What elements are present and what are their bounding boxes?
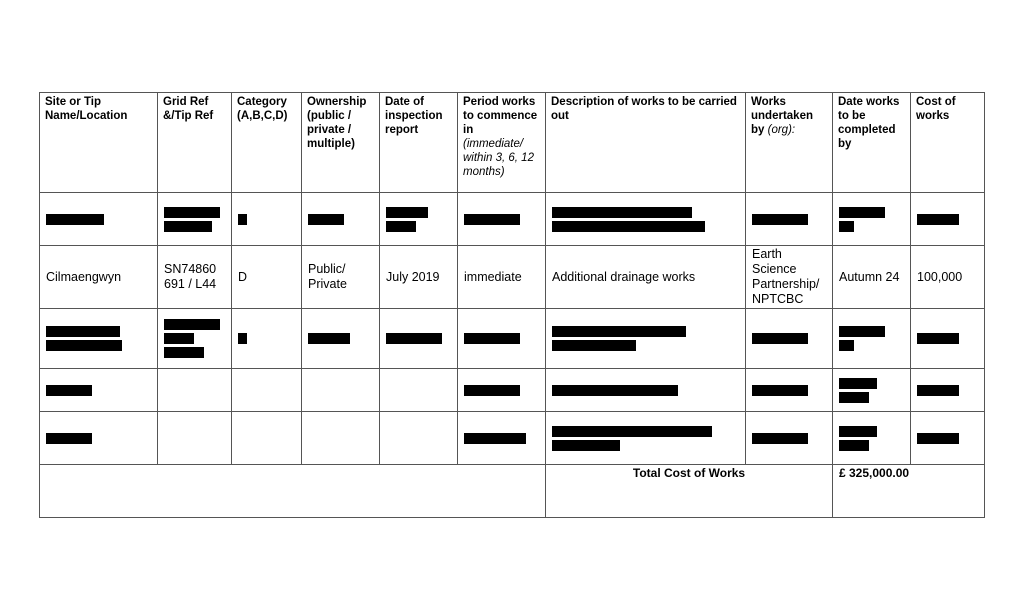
redaction-bar	[46, 214, 104, 225]
header-cost: Cost of works	[911, 93, 985, 193]
redaction-bar	[752, 214, 808, 225]
redaction-bar	[552, 326, 686, 337]
redaction-bar	[238, 333, 247, 344]
redacted-cell	[833, 193, 911, 246]
header-category: Category (A,B,C,D)	[232, 93, 302, 193]
redaction-bar	[386, 221, 416, 232]
total-value: £ 325,000.00	[833, 465, 985, 518]
works-table-container	[39, 92, 985, 518]
header-site: Site or Tip Name/Location	[40, 93, 158, 193]
total-blank-cell	[40, 465, 546, 518]
header-completion-date: Date works to be completed by	[833, 93, 911, 193]
works-table	[39, 92, 985, 518]
redaction-bar	[839, 392, 869, 403]
redaction-bar	[552, 221, 705, 232]
redaction-bar	[308, 333, 350, 344]
redacted-cell	[746, 412, 833, 465]
empty-cell	[380, 412, 458, 465]
redaction-bar	[839, 207, 885, 218]
redacted-cell	[911, 193, 985, 246]
redacted-cell	[302, 193, 380, 246]
redaction-bar	[386, 333, 442, 344]
redaction-bar	[839, 221, 854, 232]
cell-category: D	[232, 246, 302, 309]
redaction-bar	[917, 214, 959, 225]
redacted-cell	[380, 309, 458, 369]
total-label: Total Cost of Works	[546, 465, 833, 518]
redaction-bar	[46, 326, 120, 337]
redaction-bar	[164, 319, 220, 330]
header-ownership: Ownership (public / private / multiple)	[302, 93, 380, 193]
redaction-bar	[917, 385, 959, 396]
header-grid-ref: Grid Ref &/Tip Ref	[158, 93, 232, 193]
header-works-by	[746, 93, 833, 193]
redacted-cell	[746, 309, 833, 369]
table-row-redacted-1	[40, 193, 985, 246]
redaction-bar	[552, 340, 636, 351]
redacted-cell	[911, 369, 985, 412]
redacted-cell	[746, 369, 833, 412]
total-row	[40, 465, 985, 518]
table-row-redacted-2	[40, 309, 985, 369]
redaction-bar	[164, 333, 194, 344]
cell-completion-date: Autumn 24	[833, 246, 911, 309]
redacted-cell	[158, 193, 232, 246]
redaction-bar	[164, 347, 204, 358]
redacted-cell	[40, 309, 158, 369]
redacted-cell	[833, 412, 911, 465]
redaction-bar	[839, 340, 854, 351]
header-description: Description of works to be carried out	[546, 93, 746, 193]
redaction-bar	[386, 207, 428, 218]
redaction-bar	[464, 433, 526, 444]
redaction-bar	[552, 385, 678, 396]
table-row-cilmaengwyn	[40, 246, 985, 309]
redacted-cell	[40, 193, 158, 246]
redaction-bar	[308, 214, 344, 225]
redacted-cell	[546, 412, 746, 465]
redacted-cell	[833, 369, 911, 412]
redaction-bar	[839, 378, 877, 389]
cell-cost: 100,000	[911, 246, 985, 309]
redacted-cell	[911, 412, 985, 465]
redaction-bar	[46, 385, 92, 396]
header-works-by-label: Works undertaken by	[751, 96, 813, 136]
empty-cell	[232, 369, 302, 412]
redaction-bar	[552, 426, 712, 437]
redacted-cell	[833, 309, 911, 369]
redacted-cell	[546, 369, 746, 412]
redaction-bar	[839, 426, 877, 437]
redacted-cell	[380, 193, 458, 246]
redaction-bar	[839, 440, 869, 451]
redacted-cell	[302, 309, 380, 369]
table-row-redacted-4	[40, 412, 985, 465]
redacted-cell	[40, 369, 158, 412]
redaction-bar	[839, 326, 885, 337]
redaction-bar	[464, 214, 520, 225]
redacted-cell	[158, 309, 232, 369]
cell-description: Additional drainage works	[546, 246, 746, 309]
cell-inspection-date: July 2019	[380, 246, 458, 309]
redaction-bar	[164, 207, 220, 218]
header-period-label: Period works to commence in	[463, 96, 538, 136]
redaction-bar	[752, 333, 808, 344]
redacted-cell	[458, 369, 546, 412]
cell-works-by: Earth Science Partnership/ NPTCBC	[746, 246, 833, 309]
redacted-cell	[458, 412, 546, 465]
redaction-bar	[752, 433, 808, 444]
redaction-bar	[917, 433, 959, 444]
empty-cell	[302, 369, 380, 412]
cell-grid-ref: SN74860 691 / L44	[158, 246, 232, 309]
redaction-bar	[46, 340, 122, 351]
redacted-cell	[911, 309, 985, 369]
redacted-cell	[458, 309, 546, 369]
redacted-cell	[546, 193, 746, 246]
redaction-bar	[238, 214, 247, 225]
redaction-bar	[552, 440, 620, 451]
redacted-cell	[746, 193, 833, 246]
header-inspection-date: Date of inspection report	[380, 93, 458, 193]
table-row-redacted-3	[40, 369, 985, 412]
redacted-cell	[232, 309, 302, 369]
redaction-bar	[46, 433, 92, 444]
redacted-cell	[546, 309, 746, 369]
empty-cell	[302, 412, 380, 465]
redaction-bar	[752, 385, 808, 396]
redaction-bar	[917, 333, 959, 344]
empty-cell	[380, 369, 458, 412]
redaction-bar	[464, 333, 520, 344]
empty-cell	[158, 412, 232, 465]
redacted-cell	[40, 412, 158, 465]
redacted-cell	[232, 193, 302, 246]
header-row	[40, 93, 985, 193]
cell-period: immediate	[458, 246, 546, 309]
cell-site: Cilmaengwyn	[40, 246, 158, 309]
redaction-bar	[464, 385, 520, 396]
redaction-bar	[164, 221, 212, 232]
empty-cell	[232, 412, 302, 465]
redacted-cell	[458, 193, 546, 246]
cell-ownership: Public/ Private	[302, 246, 380, 309]
header-period	[458, 93, 546, 193]
empty-cell	[158, 369, 232, 412]
header-works-by-note: (org):	[767, 124, 796, 136]
header-period-note: (immediate/ within 3, 6, 12 months)	[463, 138, 534, 178]
redaction-bar	[552, 207, 692, 218]
